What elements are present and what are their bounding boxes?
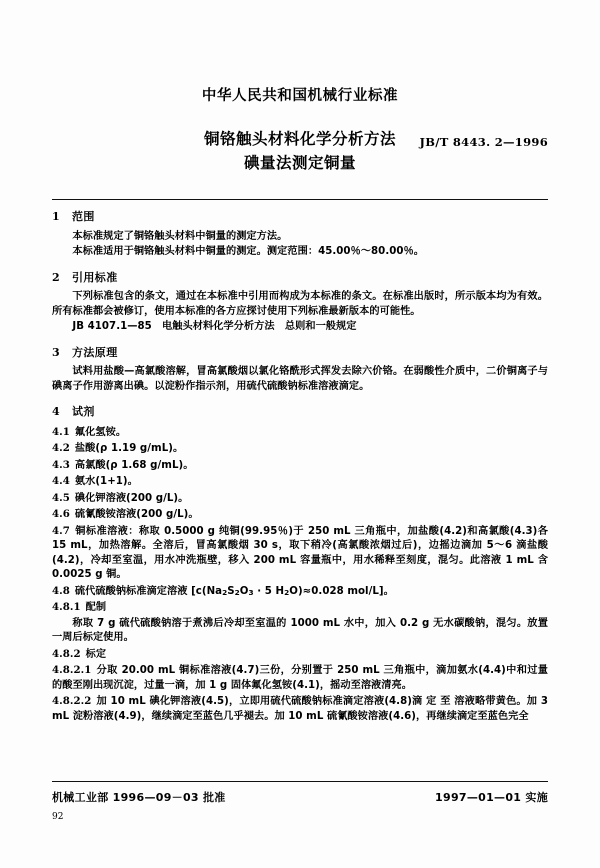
clause-text-4-2: 盐酸(ρ 1.19 g/mL)。 bbox=[74, 443, 184, 455]
formula-subscript-4: 2 bbox=[284, 588, 290, 598]
section-number-4: 4 bbox=[52, 405, 61, 419]
formula-subscript-2: 2 bbox=[234, 588, 240, 598]
clause-number-4-8-2-1: 4.8.2.1 bbox=[52, 664, 92, 677]
clause-number-4-8-2: 4.8.2 bbox=[52, 647, 81, 660]
clause-number-4-8-1: 4.8.1 bbox=[52, 601, 81, 614]
section2-paragraph-1: 下列标准包含的条文，通过在本标准中引用而构成为本标准的条文。在标准出版时，所示版本均为有效。所有标准都会被修订，使用本标准的各方应探讨使用下列标准最新版本的可能性。 bbox=[52, 291, 548, 317]
clause-text-4-8-post: O)≈0.028 mol/L]。 bbox=[289, 585, 394, 597]
clause-text-4-8-pre: 硫代硫酸钠标准滴定溶液 [c(Na bbox=[74, 585, 223, 597]
standard-issuer: 中华人民共和国机械行业标准 bbox=[201, 88, 399, 104]
section-heading-2 bbox=[52, 270, 548, 286]
document-title-line1: 铜铬触头材料化学分析方法 bbox=[203, 130, 396, 149]
footer-approval: 机械工业部 1996—09－03 批准 bbox=[52, 791, 226, 804]
clause-4-8-2-heading bbox=[52, 647, 548, 662]
clause-text-4-8-2-1: 分取 20.00 mL 铜标准溶液(4.7)三份，分别置于 250 mL 三角瓶中，滴加氨水(4.4)中和过量的酸至刚出现沉淀，过量一滴，加 1 g 固体氟化氢铵(4.1)，摇动至溶液清亮。 bbox=[52, 665, 548, 691]
document-title-line2: 碘量法测定铜量 bbox=[243, 154, 356, 173]
section-heading-3 bbox=[52, 345, 548, 361]
header-block bbox=[0, 88, 600, 175]
clause-text-4-6: 硫氰酸铵溶液(200 g/L)。 bbox=[74, 509, 199, 521]
clause-4-8 bbox=[52, 584, 548, 599]
clause-4-1 bbox=[52, 425, 548, 440]
section-title-3: 方法原理 bbox=[72, 345, 118, 359]
clause-number-4-5: 4.5 bbox=[52, 491, 70, 504]
document-body bbox=[52, 209, 548, 725]
clause-4-2 bbox=[52, 441, 548, 456]
section-title-4: 试剂 bbox=[72, 405, 95, 419]
clause-text-4-8-1: 称取 7 g 硫代硫酸钠溶于煮沸后冷却至室温的 1000 mL 水中，加入 0.2 g 无水碳酸钠，混匀。放置一周后标定使用。 bbox=[52, 617, 548, 644]
formula-mid-1: S bbox=[227, 585, 235, 597]
clause-number-4-4: 4.4 bbox=[52, 475, 70, 488]
footer-divider bbox=[52, 781, 548, 782]
clause-text-4-1: 氟化氢铵。 bbox=[74, 426, 127, 438]
clause-number-4-6: 4.6 bbox=[52, 508, 70, 521]
clause-text-4-5: 碘化钾溶液(200 g/L)。 bbox=[74, 492, 189, 504]
section1-paragraph-2: 本标准适用于铜铬触头材料中铜量的测定。测定范围：45.00％～80.00％。 bbox=[72, 246, 424, 258]
page-number: 92 bbox=[52, 812, 64, 822]
clause-number-4-8-2-2: 4.8.2.2 bbox=[52, 695, 92, 708]
clause-4-5 bbox=[52, 491, 548, 506]
formula-subscript-1: 2 bbox=[222, 588, 228, 598]
section3-paragraph-1: 试料用盐酸—高氯酸溶解，冒高氯酸烟以氯化铬酰形式挥发去除六价铬。在弱酸性介质中，二价铜离子与碘离子作用游离出碘。以淀粉作指示剂，用硫代硫酸钠标准溶液滴定。 bbox=[52, 366, 548, 392]
clause-text-4-8-2-2: 加 10 mL 碘化钾溶液(4.5)，立即用硫代硫酸钠标准滴定溶液(4.8)滴 定 至 溶液略带黄色。加 3 mL 淀粉溶液(4.9)，继续滴定至蓝色几乎褪去。加 10 mL 硫氰酸铵溶液(4.6)，再继续滴定至蓝色完全 bbox=[52, 696, 548, 722]
clause-4-6 bbox=[52, 507, 548, 522]
formula-mid-2: O bbox=[239, 585, 249, 597]
title-row bbox=[0, 127, 600, 175]
section-title-2: 引用标准 bbox=[72, 270, 118, 284]
clause-4-8-2-2 bbox=[52, 694, 548, 724]
clause-number-4-1: 4.1 bbox=[52, 425, 70, 438]
section-heading-4 bbox=[52, 404, 548, 420]
section2-reference: JB 4107.1—85 电触头材料化学分析方法 总则和一般规定 bbox=[72, 321, 357, 333]
clause-4-8-1-heading bbox=[52, 600, 548, 615]
clause-text-4-7: 铜标准溶液：称取 0.5000 g 纯铜(99.95％)于 250 mL 三角瓶中，加盐酸(4.2)和高氯酸(4.3)各 15 mL，加热溶解。全溶后，冒高氯酸烟 30 s，取下稍冷(高氯酸浓烟过后)，边摇边滴加 5～6 滴盐酸(4.2)，冷却至室温，用水冲洗瓶壁，移入 200 mL 容量瓶中，用水稀释至刻度，混匀。此溶液 1 mL 含 0.0025 g 铜。 bbox=[52, 525, 548, 581]
standard-number: JB/T 8443. 2—1996 bbox=[419, 135, 548, 150]
clause-number-4-2: 4.2 bbox=[52, 442, 70, 455]
section-number-1: 1 bbox=[52, 210, 61, 223]
clause-4-3 bbox=[52, 458, 548, 473]
clause-text-4-3: 高氯酸(ρ 1.68 g/mL)。 bbox=[74, 459, 194, 471]
formula-subscript-3: 3 bbox=[248, 588, 254, 598]
clause-number-4-3: 4.3 bbox=[52, 458, 70, 471]
clause-4-7 bbox=[52, 524, 548, 583]
clause-4-8-2-1 bbox=[52, 663, 548, 693]
clause-title-4-8-1: 配制 bbox=[85, 602, 107, 614]
section1-paragraph-1: 本标准规定了铜铬触头材料中铜量的测定方法。 bbox=[72, 230, 288, 242]
clause-text-4-4: 氨水(1+1)。 bbox=[74, 476, 138, 488]
footer bbox=[52, 789, 548, 805]
clause-title-4-8-2: 标定 bbox=[85, 648, 107, 660]
formula-mid-3: · 5 H bbox=[253, 585, 285, 597]
section-number-3: 3 bbox=[52, 345, 61, 359]
section-number-2: 2 bbox=[52, 270, 61, 284]
header-divider bbox=[52, 199, 548, 200]
section-title-1: 范围 bbox=[72, 210, 95, 223]
clause-number-4-8: 4.8 bbox=[52, 584, 70, 597]
clause-number-4-7: 4.7 bbox=[52, 524, 70, 537]
section-heading-1 bbox=[52, 209, 548, 225]
clause-4-4 bbox=[52, 474, 548, 489]
footer-implementation: 1997—01—01 实施 bbox=[435, 791, 548, 804]
